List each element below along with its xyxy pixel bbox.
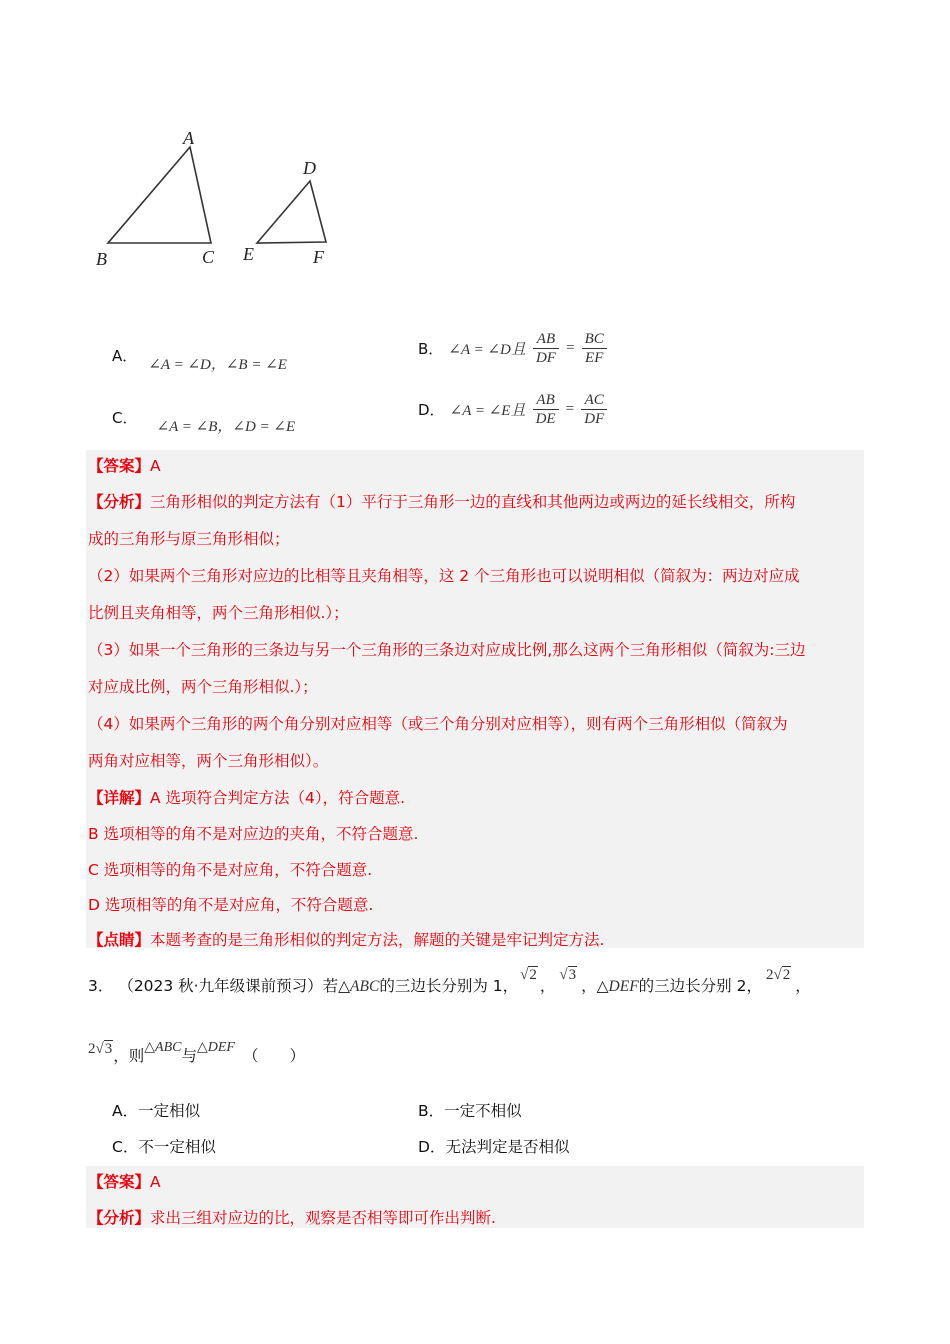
analysis-line-6: 对应成比例，两个三角形相似.）； bbox=[88, 678, 318, 696]
q2-option-d[interactable] bbox=[418, 391, 609, 428]
vertex-label-f: F bbox=[313, 247, 324, 267]
triangles-figure bbox=[90, 125, 350, 275]
option-label: B． bbox=[418, 340, 444, 358]
q3-stem-line-2 bbox=[88, 1040, 305, 1066]
option-label: A． bbox=[112, 347, 138, 365]
option-label: C． bbox=[112, 1138, 139, 1156]
q3-comma: ， bbox=[539, 977, 556, 995]
q3-source: （2023 秋·九年级课前预习） bbox=[118, 977, 323, 995]
answer-value: A bbox=[150, 1173, 161, 1191]
detail-tag: 【详解】 bbox=[88, 789, 151, 807]
option-label: A． bbox=[112, 1102, 139, 1120]
comment-line bbox=[88, 928, 604, 950]
triangle-abc-symbol: △ABC bbox=[144, 1040, 182, 1055]
sqrt-three: √3 bbox=[559, 967, 577, 983]
answer-line bbox=[88, 454, 161, 476]
option-label: C． bbox=[112, 409, 138, 427]
q3-option-b[interactable] bbox=[418, 1099, 522, 1121]
q3-solution-panel bbox=[86, 1166, 864, 1228]
q3-text: ，△ bbox=[581, 977, 609, 995]
comment-text: 本题考查的是三角形相似的判定方法，解题的关键是牢记判定方法. bbox=[150, 931, 605, 949]
option-text: ∠A = ∠D，∠B = ∠E bbox=[148, 357, 287, 373]
triangle-def-symbol: △DEF bbox=[196, 1040, 235, 1055]
option-text: ∠A = ∠E且 bbox=[449, 403, 526, 419]
analysis-tag: 【分析】 bbox=[88, 1209, 151, 1227]
fraction-bc-ef: $\frac{BC}{EF}$ bbox=[582, 330, 607, 367]
q3-text: 与 bbox=[181, 1047, 197, 1065]
analysis-line bbox=[88, 1206, 496, 1228]
triangle-def bbox=[257, 181, 326, 243]
option-label: D． bbox=[418, 401, 445, 419]
answer-blank: （ ） bbox=[242, 1047, 305, 1065]
q3-number: 3． bbox=[88, 977, 114, 995]
fraction-ab-de: $\frac{AB}{DE}$ bbox=[533, 391, 559, 428]
option-text: 一定不相似 bbox=[444, 1102, 522, 1120]
option-text: ∠A = ∠B，∠D = ∠E bbox=[156, 419, 296, 435]
analysis-line-8: 两角对应相等，两个三角形相似）。 bbox=[88, 752, 329, 770]
q2-solution-panel bbox=[86, 450, 864, 948]
q3-text: 的三边长分别为 1， bbox=[379, 977, 519, 995]
detail-line-1 bbox=[88, 786, 405, 808]
answer-value: A bbox=[150, 457, 161, 475]
vertex-label-b: B bbox=[96, 249, 107, 269]
analysis-line-7: （4）如果两个三角形的两个角分别对应相等（或三个角分别对应相等），则有两个三角形相似（简叙为 bbox=[88, 715, 788, 733]
vertex-label-e: E bbox=[243, 244, 254, 264]
analysis-line-2: 成的三角形与原三角形相似； bbox=[88, 530, 290, 548]
q3-option-d[interactable] bbox=[418, 1135, 569, 1157]
fraction-ab-df: $\frac{AB}{DF}$ bbox=[533, 330, 559, 367]
q3-text: 若△ bbox=[322, 977, 351, 995]
two-sqrt-two: 2√2 bbox=[765, 967, 791, 983]
q3-option-c[interactable] bbox=[112, 1135, 216, 1157]
detail-line-3: C 选项相等的角不是对应角，不符合题意. bbox=[88, 861, 373, 879]
triangle-abc bbox=[108, 147, 211, 243]
q3-stem-line-1 bbox=[88, 967, 811, 996]
analysis-tag: 【分析】 bbox=[88, 493, 151, 511]
answer-line bbox=[88, 1170, 161, 1192]
vertex-label-c: C bbox=[202, 247, 215, 267]
q3-text: ，则 bbox=[113, 1047, 145, 1065]
two-sqrt-three: 2√3 bbox=[88, 1041, 113, 1057]
detail-line-2: B 选项相等的角不是对应边的夹角，不符合题意. bbox=[88, 825, 419, 843]
option-text: ∠A = ∠D且 bbox=[448, 342, 526, 358]
q2-option-a[interactable] bbox=[112, 345, 287, 373]
vertex-label-a: A bbox=[183, 128, 194, 148]
q2-option-c[interactable] bbox=[112, 407, 296, 435]
analysis-line-4: 比例且夹角相等，两个三角形相似.）； bbox=[88, 604, 349, 622]
equals-sign: = bbox=[565, 401, 575, 417]
q2-option-b[interactable] bbox=[418, 330, 609, 367]
answer-tag: 【答案】 bbox=[88, 457, 151, 475]
analysis-line-5: （3）如果一个三角形的三条边与另一个三角形的三条边对应成比例,那么这两个三角形相似（简叙为:三边 bbox=[88, 641, 806, 659]
triangle-abc-name: ABC bbox=[350, 978, 380, 995]
option-label: D． bbox=[418, 1138, 446, 1156]
answer-tag: 【答案】 bbox=[88, 1173, 151, 1191]
analysis-line-3: （2）如果两个三角形对应边的比相等且夹角相等，这 2 个三角形也可以说明相似（简叙为：两边对应成 bbox=[88, 567, 800, 585]
analysis-text: 三角形相似的判定方法有（1）平行于三角形一边的直线和其他两边或两边的延长线相交，所构 bbox=[150, 493, 796, 511]
q3-comma: ， bbox=[795, 977, 811, 995]
sqrt-two: √2 bbox=[520, 967, 537, 983]
vertex-label-d: D bbox=[303, 158, 316, 178]
option-text: 一定相似 bbox=[138, 1102, 201, 1120]
analysis-text: 求出三组对应边的比，观察是否相等即可作出判断. bbox=[150, 1209, 496, 1227]
comment-tag: 【点睛】 bbox=[88, 931, 151, 949]
option-text: 无法判定是否相似 bbox=[445, 1138, 570, 1156]
analysis-line-1 bbox=[88, 490, 795, 512]
detail-line-4: D 选项相等的角不是对应角，不符合题意. bbox=[88, 896, 374, 914]
equals-sign: = bbox=[566, 340, 575, 356]
fraction-ac-df: $\frac{AC}{DF}$ bbox=[581, 391, 607, 428]
triangle-def-name: DEF bbox=[608, 978, 639, 995]
option-label: B． bbox=[418, 1102, 445, 1120]
option-text: 不一定相似 bbox=[138, 1138, 216, 1156]
q3-text: 的三边长分别 2， bbox=[638, 977, 762, 995]
q3-option-a[interactable] bbox=[112, 1099, 200, 1121]
detail-text: A 选项符合判定方法（4），符合题意. bbox=[150, 789, 406, 807]
